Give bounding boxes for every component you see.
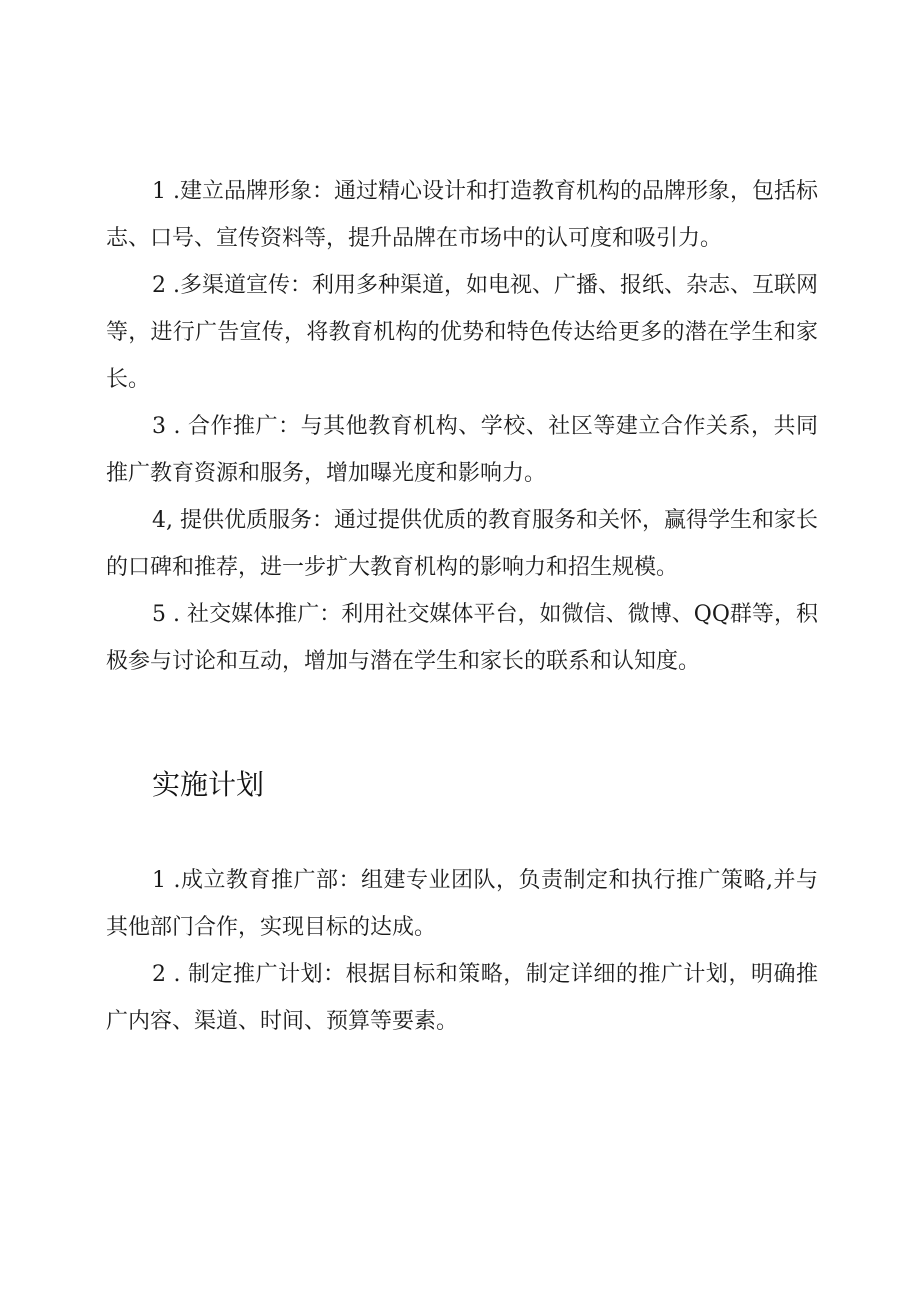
list-item-brand-image: 1 .建立品牌形象：通过精心设计和打造教育机构的品牌形象，包括标志、口号、宣传资料等，提升品牌在市场中的认可度和吸引力。 [106,179,818,251]
list-item-plan: 2 . 制定推广计划：根据目标和策略，制定详细的推广计划，明确推广内容、渠道、时间、预算等要素。 [106,962,818,1034]
list-item-quality-service: 4, 提供优质服务：通过提供优质的教育服务和关怀，赢得学生和家长的口碑和推荐，进一步扩大教育机构的影响力和招生规模。 [106,508,818,580]
list-item-multichannel: 2 .多渠道宣传：利用多种渠道，如电视、广播、报纸、杂志、互联网等，进行广告宣传，将教育机构的优势和特色传达给更多的潜在学生和家长。 [106,273,818,392]
list-item-department: 1 .成立教育推广部：组建专业团队，负责制定和执行推广策略,并与其他部门合作，实现目标的达成。 [106,868,818,940]
list-item-cooperation: 3 . 合作推广：与其他教育机构、学校、社区等建立合作关系，共同推广教育资源和服务，增加曝光度和影响力。 [106,414,818,486]
list-item-social-media: 5 . 社交媒体推广：利用社交媒体平台，如微信、微博、QQ群等，积极参与讨论和互动，增加与潜在学生和家长的联系和认知度。 [106,602,818,674]
promotion-strategy-list [106,168,818,685]
implementation-list [106,857,818,1045]
section-heading-implementation: 实施计划 [152,768,265,801]
